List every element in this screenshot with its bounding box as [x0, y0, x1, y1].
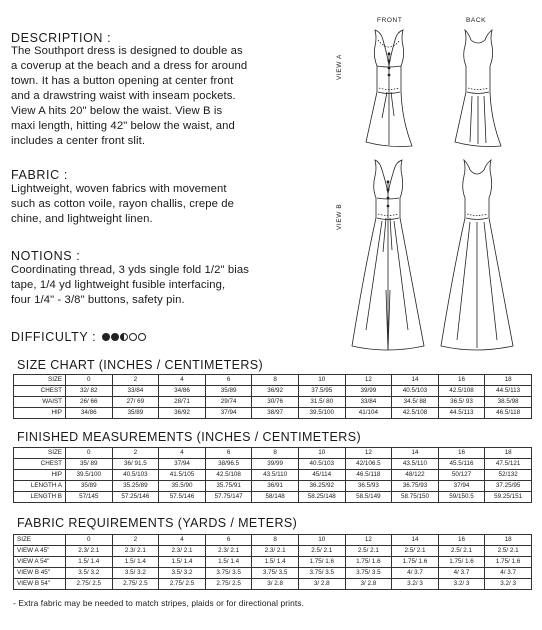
size-header-cell: 2: [112, 448, 159, 459]
table-cell: 37.25/95: [485, 481, 532, 492]
table-header-row: [14, 448, 532, 459]
table-cell: 3.75/ 3.5: [345, 568, 392, 579]
table-cell: 4/ 3.7: [485, 568, 532, 579]
description-line: View A hits 20" below the waist. View B is: [11, 105, 223, 117]
table-cell: 1.75/ 1.6: [392, 557, 439, 568]
table-cell: 35/89: [66, 481, 113, 492]
technical-drawings: [336, 10, 532, 355]
view-a-back-drawing: [455, 30, 501, 147]
table-cell: 1.75/ 1.6: [438, 557, 485, 568]
finished-measurements-table: [13, 447, 532, 503]
table-cell: 48/122: [392, 470, 439, 481]
table-cell: 36/92: [252, 386, 299, 397]
size-header-cell: 8: [252, 375, 299, 386]
table-cell: 1.5/ 1.4: [112, 557, 159, 568]
table-cell: 3.2/ 3: [485, 579, 532, 590]
table-cell: 44.5/113: [485, 386, 532, 397]
table-cell: 59.25/151: [485, 492, 532, 503]
table-cell: 57.25/146: [112, 492, 159, 503]
table-row: [14, 579, 532, 590]
view-a-front-drawing: [366, 30, 412, 147]
table-cell: 3.75/ 3.5: [298, 568, 345, 579]
table-cell: 3.2/ 3: [392, 579, 439, 590]
table-cell: 39.5/100: [66, 470, 113, 481]
size-header-cell: 14: [392, 535, 439, 546]
table-cell: 36/ 91.5: [112, 459, 159, 470]
table-cell: 36/91: [252, 481, 299, 492]
table-cell: 34/86: [159, 386, 206, 397]
table-cell: 2.5/ 2.1: [345, 546, 392, 557]
fabric-line: Lightweight, woven fabrics with movement: [11, 183, 227, 195]
description-line: and a drawstring waist with inseam pockets.: [11, 90, 236, 102]
difficulty-dot: [129, 333, 137, 341]
size-header-cell: 18: [485, 448, 532, 459]
size-header-cell: 4: [159, 535, 206, 546]
table-cell: 28/71: [159, 397, 206, 408]
table-cell: 31.5/ 80: [298, 397, 345, 408]
table-cell: 26/ 66: [66, 397, 113, 408]
table-cell: 3.2/ 3: [438, 579, 485, 590]
size-header-cell: 10: [298, 535, 345, 546]
size-header-cell: 0: [66, 448, 113, 459]
size-header-cell: 0: [66, 535, 113, 546]
table-cell: 1.5/ 1.4: [252, 557, 299, 568]
table-cell: 39/99: [252, 459, 299, 470]
difficulty-dot: [102, 333, 110, 341]
table-cell: 1.75/ 1.6: [485, 557, 532, 568]
size-header-cell: 0: [66, 375, 113, 386]
table-cell: 58.75/150: [392, 492, 439, 503]
description-line: maxi length, hitting 42" below the waist, and: [11, 120, 235, 132]
table-cell: 37/94: [159, 459, 206, 470]
table-cell: 4/ 3.7: [438, 568, 485, 579]
table-cell: 39.5/100: [298, 408, 345, 419]
table-cell: 44.5/113: [438, 408, 485, 419]
table-cell: 35/ 89: [66, 459, 113, 470]
size-header-cell: 10: [298, 448, 345, 459]
table-cell: 32/ 82: [66, 386, 113, 397]
notions-line: Coordinating thread, 3 yds single fold 1/2" bias: [11, 264, 250, 276]
table-cell: 35.25/89: [112, 481, 159, 492]
size-header-cell: 14: [392, 375, 439, 386]
table-cell: 36.75/93: [392, 481, 439, 492]
difficulty-dot: [111, 333, 119, 341]
table-cell: 58.25/148: [298, 492, 345, 503]
table-cell: 57.75/147: [205, 492, 252, 503]
table-cell: 59/150.5: [438, 492, 485, 503]
table-cell: 57.5/146: [159, 492, 206, 503]
size-header-cell: 2: [112, 535, 159, 546]
table-cell: 37.5/95: [298, 386, 345, 397]
table-row: [14, 492, 532, 503]
table-cell: 46.5/118: [485, 408, 532, 419]
table-cell: 2.75/ 2.5: [66, 579, 113, 590]
size-header-cell: 18: [485, 535, 532, 546]
view-b-back-drawing: [441, 160, 513, 350]
table-cell: 45.5/116: [438, 459, 485, 470]
difficulty-label: DIFFICULTY :: [11, 330, 97, 344]
size-header-cell: 16: [438, 448, 485, 459]
table-cell: 4/ 3.7: [392, 568, 439, 579]
row-label-cell: VIEW A 45": [14, 546, 66, 557]
table-cell: 50/127: [438, 470, 485, 481]
size-header-cell: 6: [205, 535, 252, 546]
table-cell: 35.5/90: [159, 481, 206, 492]
table-cell: 35.75/91: [205, 481, 252, 492]
row-label-cell: CHEST: [14, 386, 66, 397]
description-line: town. It has a button opening at center front: [11, 75, 234, 87]
notions-line: four 1/4" - 3/8" buttons, safety pin.: [11, 294, 185, 306]
fabric-title: FABRIC :: [11, 168, 68, 182]
fabric-line: chine, and lightweight linen.: [11, 213, 153, 225]
fabric-requirements-table: [13, 534, 532, 590]
table-row: [14, 546, 532, 557]
difficulty-dots: [102, 333, 146, 341]
table-cell: 1.75/ 1.6: [298, 557, 345, 568]
table-cell: 29/74: [205, 397, 252, 408]
table-header-row: [14, 535, 532, 546]
table-cell: 2.75/ 2.5: [159, 579, 206, 590]
table-cell: 42.5/108: [392, 408, 439, 419]
size-chart-title: SIZE CHART (INCHES / CENTIMETERS): [17, 358, 264, 372]
row-label-cell: CHEST: [14, 459, 66, 470]
view-a-label: VIEW A: [336, 54, 343, 80]
table-cell: 43.5/110: [392, 459, 439, 470]
size-header-cell: 16: [438, 535, 485, 546]
footnote: - Extra fabric may be needed to match stripes, plaids or for directional prints.: [13, 598, 305, 608]
table-cell: 37/94: [205, 408, 252, 419]
table-cell: 3.5/ 3.2: [66, 568, 113, 579]
size-header-cell: 12: [345, 375, 392, 386]
table-cell: 52/132: [485, 470, 532, 481]
description-line: The Southport dress is designed to double as: [11, 45, 243, 57]
table-cell: 2.3/ 2.1: [159, 546, 206, 557]
table-cell: 47.5/121: [485, 459, 532, 470]
row-label-cell: LENGTH A: [14, 481, 66, 492]
size-header-cell: 8: [252, 448, 299, 459]
description-line: includes a center front slit.: [11, 135, 146, 147]
table-cell: 38/96.5: [205, 459, 252, 470]
table-cell: 1.75/ 1.6: [345, 557, 392, 568]
notions-body: [11, 263, 341, 308]
table-cell: 35/89: [112, 408, 159, 419]
front-label: FRONT: [377, 17, 403, 24]
size-header-cell: 10: [298, 375, 345, 386]
table-cell: 41.5/105: [159, 470, 206, 481]
fabric-requirements-title: FABRIC REQUIREMENTS (YARDS / METERS): [17, 516, 298, 530]
size-header-cell: 8: [252, 535, 299, 546]
difficulty-dot: [138, 333, 146, 341]
dress-drawings-svg: [342, 10, 532, 355]
table-cell: 2.3/ 2.1: [66, 546, 113, 557]
header-label-cell: SIZE: [14, 448, 66, 459]
table-cell: 3.75/ 3.5: [205, 568, 252, 579]
notions-title: NOTIONS :: [11, 249, 81, 263]
table-header-row: [14, 375, 532, 386]
table-cell: 57/145: [66, 492, 113, 503]
table-cell: 58/148: [252, 492, 299, 503]
table-cell: 38.5/98: [485, 397, 532, 408]
table-row: [14, 557, 532, 568]
table-cell: 2.3/ 2.1: [112, 546, 159, 557]
table-cell: 35/89: [205, 386, 252, 397]
table-cell: 34.5/ 88: [392, 397, 439, 408]
size-header-cell: 2: [112, 375, 159, 386]
difficulty-dot: [120, 333, 128, 341]
row-label-cell: HIP: [14, 408, 66, 419]
table-cell: 2.5/ 2.1: [392, 546, 439, 557]
table-cell: 2.5/ 2.1: [485, 546, 532, 557]
table-row: [14, 408, 532, 419]
table-row: [14, 386, 532, 397]
back-label: BACK: [466, 17, 487, 24]
table-cell: 3/ 2.8: [345, 579, 392, 590]
description-body: [11, 44, 341, 149]
size-header-cell: 6: [205, 375, 252, 386]
table-row: [14, 397, 532, 408]
table-cell: 40.5/103: [298, 459, 345, 470]
view-b-front-drawing: [352, 160, 424, 350]
size-header-cell: 4: [159, 375, 206, 386]
size-header-cell: 12: [345, 535, 392, 546]
fabric-body: [11, 182, 341, 227]
header-label-cell: SIZE: [14, 535, 66, 546]
row-label-cell: VIEW B 45": [14, 568, 66, 579]
table-cell: 40.5/103: [112, 470, 159, 481]
table-cell: 58.5/149: [345, 492, 392, 503]
table-row: [14, 470, 532, 481]
size-header-cell: 18: [485, 375, 532, 386]
table-cell: 2.5/ 2.1: [298, 546, 345, 557]
table-cell: 3.75/ 3.5: [252, 568, 299, 579]
table-cell: 34/86: [66, 408, 113, 419]
size-header-cell: 4: [159, 448, 206, 459]
table-cell: 45/114: [298, 470, 345, 481]
table-cell: 36.5/93: [345, 481, 392, 492]
table-cell: 39/99: [345, 386, 392, 397]
table-cell: 46.5/118: [345, 470, 392, 481]
finished-measurements-title: FINISHED MEASUREMENTS (INCHES / CENTIMETERS): [17, 430, 362, 444]
table-cell: 1.5/ 1.4: [66, 557, 113, 568]
table-cell: 33/84: [112, 386, 159, 397]
table-row: [14, 568, 532, 579]
table-cell: 41/104: [345, 408, 392, 419]
table-cell: 38/97: [252, 408, 299, 419]
table-cell: 40.5/103: [392, 386, 439, 397]
table-cell: 2.75/ 2.5: [205, 579, 252, 590]
table-cell: 3/ 2.8: [252, 579, 299, 590]
size-header-cell: 6: [205, 448, 252, 459]
table-cell: 43.5/110: [252, 470, 299, 481]
table-cell: 1.5/ 1.4: [159, 557, 206, 568]
table-cell: 2.75/ 2.5: [112, 579, 159, 590]
size-header-cell: 12: [345, 448, 392, 459]
row-label-cell: HIP: [14, 470, 66, 481]
row-label-cell: VIEW A 54": [14, 557, 66, 568]
table-cell: 3/ 2.8: [298, 579, 345, 590]
table-row: [14, 459, 532, 470]
table-row: [14, 481, 532, 492]
description-title: DESCRIPTION :: [11, 31, 112, 45]
table-cell: 42/106.5: [345, 459, 392, 470]
table-cell: 42.5/108: [205, 470, 252, 481]
table-cell: 2.3/ 2.1: [252, 546, 299, 557]
view-b-label: VIEW B: [336, 203, 343, 230]
size-header-cell: 16: [438, 375, 485, 386]
table-cell: 27/ 69: [112, 397, 159, 408]
table-cell: 2.5/ 2.1: [438, 546, 485, 557]
notions-line: tape, 1/4 yd lightweight fusible interfacing,: [11, 279, 226, 291]
row-label-cell: LENGTH B: [14, 492, 66, 503]
table-cell: 30/76: [252, 397, 299, 408]
table-cell: 33/84: [345, 397, 392, 408]
row-label-cell: WAIST: [14, 397, 66, 408]
size-chart-table: [13, 374, 532, 419]
table-cell: 37/94: [438, 481, 485, 492]
table-cell: 36.25/92: [298, 481, 345, 492]
table-cell: 1.5/ 1.4: [205, 557, 252, 568]
row-label-cell: VIEW B 54": [14, 579, 66, 590]
table-cell: 36.5/ 93: [438, 397, 485, 408]
table-cell: 42.5/108: [438, 386, 485, 397]
fabric-line: such as cotton voile, rayon challis, crepe de: [11, 198, 235, 210]
table-cell: 2.3/ 2.1: [205, 546, 252, 557]
table-cell: 36/92: [159, 408, 206, 419]
difficulty-rating: [11, 330, 146, 344]
header-label-cell: SIZE: [14, 375, 66, 386]
description-line: a coverup at the beach and a dress for around: [11, 60, 248, 72]
size-header-cell: 14: [392, 448, 439, 459]
table-cell: 3.5/ 3.2: [159, 568, 206, 579]
table-cell: 3.5/ 3.2: [112, 568, 159, 579]
